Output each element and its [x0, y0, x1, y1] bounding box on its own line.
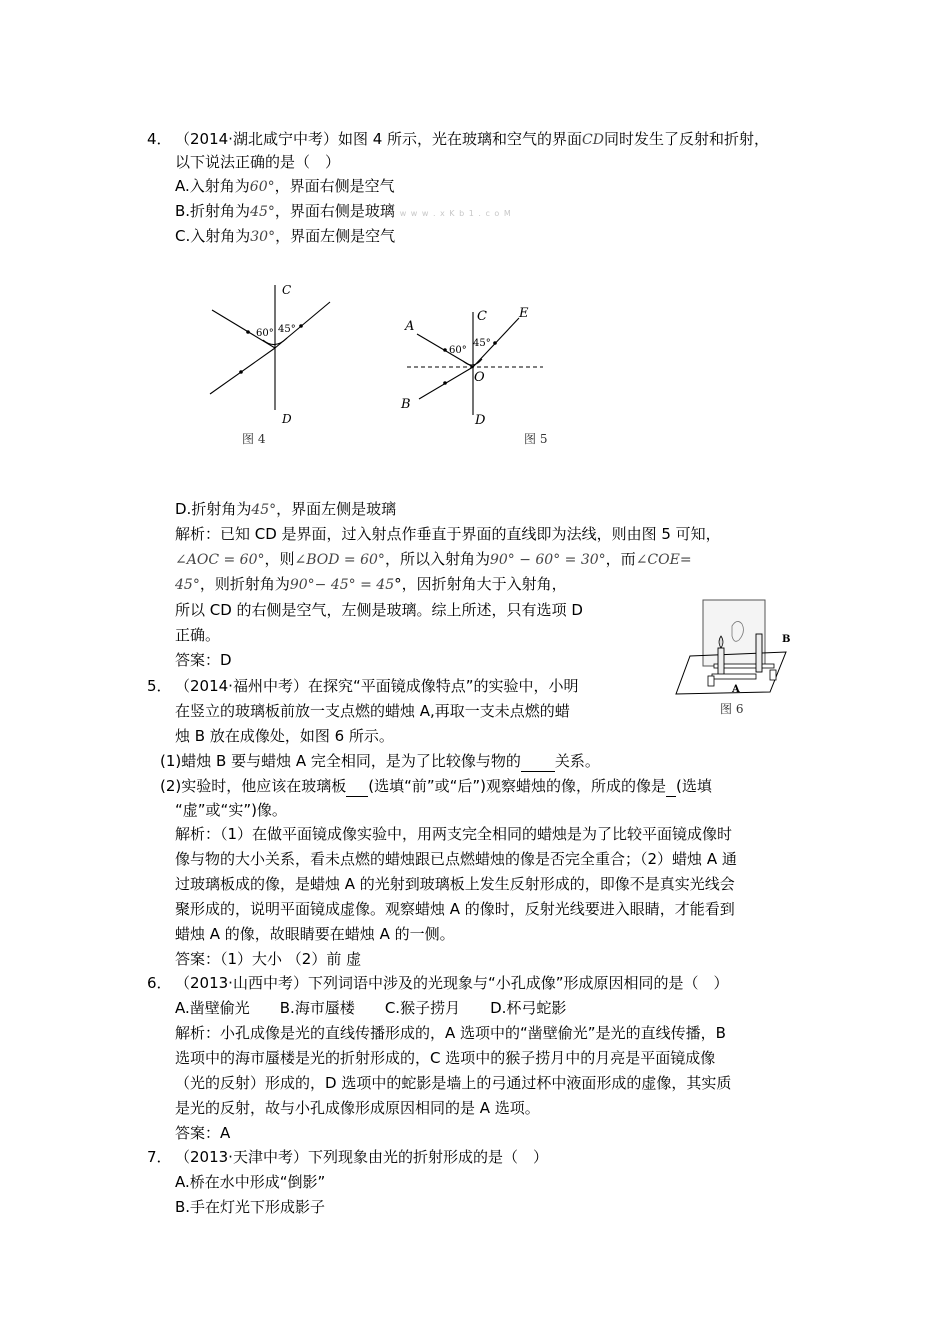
- question-5-stem-line-1: （2014·福州中考）在探究“平面镜成像特点”的实验中，小明: [175, 677, 579, 695]
- fig5-label-d: D: [475, 413, 486, 428]
- question-6-options: A.凿壁偷光 B.海市蜃楼 C.猴子捞月 D.杯弓蛇影: [175, 999, 567, 1017]
- question-7-option-a: A.桥在水中形成“倒影”: [175, 1173, 326, 1191]
- figure-5-caption: 图 5: [524, 432, 548, 446]
- interface-cd-label: CD: [582, 132, 604, 148]
- watermark: w w w . x K b 1 . c o M: [399, 209, 512, 218]
- fig5-label-o: O: [474, 370, 485, 385]
- question-5-analysis-line-2: 像与物的大小关系，看未点燃的蜡烛跟已点燃蜡烛的像是否完全重合；（2）蜡烛 A 通: [175, 850, 737, 868]
- question-5-stem-line-3: 烛 B 放在成像处，如图 6 所示。: [175, 727, 394, 745]
- question-7-stem: （2013·天津中考）下列现象由光的折射形成的是（ ）: [175, 1148, 548, 1166]
- question-5-analysis-line-5: 蜡烛 A 的像，故眼睛要在蜡烛 A 的一侧。: [175, 925, 455, 943]
- question-5-answer: 答案：（1）大小 （2）前 虚: [175, 950, 362, 968]
- fig5-angle-60: 60°: [449, 345, 467, 356]
- question-4-analysis-line-2: ∠AOC = 60°，则∠BOD = 60°，所以入射角为90° − 60° = 30°，而∠COE=: [175, 550, 692, 568]
- question-4-analysis-line-3: 45°，则折射角为90°− 45° = 45°，因折射角大于入射角，: [175, 575, 567, 593]
- question-4-option-b: B.折射角为45°，界面右侧是玻璃 w w w . x K b 1 . c o M: [175, 202, 512, 220]
- question-6-analysis-line-3: （光的反射）形成的，D 选项中的蛇影是墙上的弓通过杯中液面形成的虚像，其实质: [175, 1074, 732, 1092]
- question-4-stem-line-2: 以下说法正确的是（ ）: [175, 153, 341, 171]
- question-4-answer: 答案：D: [175, 651, 232, 669]
- question-4-option-d: D.折射角为45°，界面左侧是玻璃: [175, 500, 397, 518]
- question-5-part-2: (2)实验时，他应该在玻璃板 (选填“前”或“后”)观察蜡烛的像，所成的像是 (选填: [160, 777, 712, 795]
- answer-blank-1[interactable]: [521, 751, 555, 772]
- figure-5-diagram: [395, 300, 555, 435]
- question-6-analysis-line-4: 是光的反射，故与小孔成像形成原因相同的是 A 选项。: [175, 1099, 540, 1117]
- fig6-label-a: A: [732, 684, 740, 695]
- question-6-analysis-line-2: 选项中的海市蜃楼是光的折射形成的，C 选项中的猴子捞月中的月亮是平面镜成像: [175, 1049, 716, 1067]
- question-4-analysis-line-1: 解析：已知 CD 是界面，过入射点作垂直于界面的直线即为法线，则由图 5 可知，: [175, 525, 721, 543]
- figure-4-diagram: [200, 280, 350, 430]
- question-4-option-c: C.入射角为30°，界面左侧是空气: [175, 227, 396, 245]
- question-5-analysis-line-4: 聚形成的，说明平面镜成虚像。观察蜡烛 A 的像时，反射光线要进入眼睛，才能看到: [175, 900, 735, 918]
- question-4-number: 4．: [147, 130, 172, 148]
- fig6-label-b: B: [782, 634, 791, 645]
- question-4-option-a: A.入射角为60°，界面右侧是空气: [175, 177, 395, 195]
- question-7-number: 7．: [147, 1148, 172, 1166]
- question-5-analysis-line-3: 过玻璃板成的像，是蜡烛 A 的光射到玻璃板上发生反射形成的，即像不是真实光线会: [175, 875, 735, 893]
- fig5-angle-45: 45°: [473, 338, 491, 349]
- figure-6-diagram: [672, 596, 802, 700]
- fig5-label-b: B: [401, 397, 411, 412]
- answer-blank-3[interactable]: [666, 776, 676, 797]
- question-5-stem-line-2: 在竖立的玻璃板前放一支点燃的蜡烛 A,再取一支未点燃的蜡: [175, 702, 570, 720]
- question-5-analysis-line-1: 解析：（1）在做平面镜成像实验中，用两支完全相同的蜡烛是为了比较平面镜成像时: [175, 825, 733, 843]
- fig4-angle-45: 45°: [278, 324, 296, 335]
- question-6-answer: 答案：A: [175, 1124, 231, 1142]
- fig5-label-a: A: [405, 319, 415, 334]
- fig4-label-c: C: [282, 283, 292, 297]
- figure-4-caption: 图 4: [242, 432, 266, 446]
- answer-blank-2[interactable]: [346, 776, 368, 797]
- question-6-analysis-line-1: 解析：小孔成像是光的直线传播形成的，A 选项中的“凿壁偷光”是光的直线传播，B: [175, 1024, 726, 1042]
- fig5-label-e: E: [519, 306, 529, 321]
- question-5-number: 5．: [147, 677, 172, 695]
- figure-6-caption: 图 6: [720, 702, 744, 716]
- question-4-analysis-line-5: 正确。: [175, 626, 221, 644]
- question-5-part-1: (1)蜡烛 B 要与蜡烛 A 完全相同，是为了比较像与物的 关系。: [160, 752, 600, 770]
- fig4-angle-60: 60°: [256, 328, 274, 339]
- fig5-label-c: C: [477, 309, 487, 324]
- question-6-number: 6．: [147, 974, 172, 992]
- question-4-analysis-line-4: 所以 CD 的右侧是空气，左侧是玻璃。综上所述，只有选项 D: [175, 601, 583, 619]
- question-7-option-b: B.手在灯光下形成影子: [175, 1198, 326, 1216]
- question-6-stem: （2013·山西中考）下列词语中涉及的光现象与“小孔成像”形成原因相同的是（ ）: [175, 974, 729, 992]
- question-5-part-2-line-2: “虚”或“实”)像。: [175, 801, 287, 819]
- fig4-label-d: D: [282, 412, 292, 426]
- question-4-stem-line-1: （2014·湖北咸宁中考）如图 4 所示，光在玻璃和空气的界面CD同时发生了反射和折射，: [175, 130, 769, 148]
